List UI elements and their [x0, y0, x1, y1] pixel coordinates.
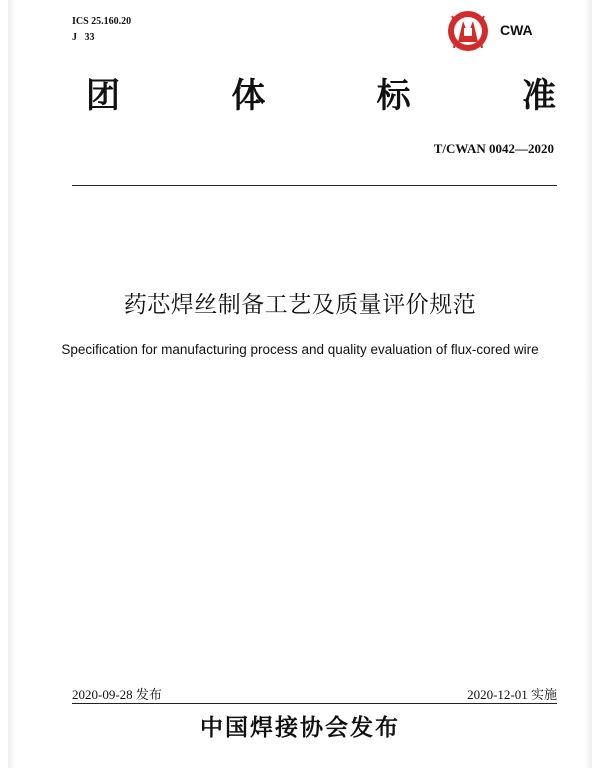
standard-type-char: 准: [521, 76, 556, 116]
standard-type-char: 团: [86, 76, 120, 116]
standard-type-char: 体: [231, 76, 266, 116]
english-title: Specification for manufacturing process and quality evaluation of flux-cored wire: [61, 342, 539, 357]
standard-number: T/CWAN 0042—2020: [433, 141, 554, 156]
publisher-name: 中国焊接协会发布: [200, 715, 400, 741]
implement-date: 2020-12-01 实施: [467, 687, 557, 702]
cwa-logo-icon: [442, 8, 494, 54]
cwa-logo-text: CWA: [500, 22, 533, 38]
footer-divider: [72, 703, 557, 704]
ics-code: ICS 25.160.20: [72, 16, 132, 27]
header-divider: [72, 185, 557, 186]
ccs-code: J 33: [72, 32, 95, 43]
classification-codes: [72, 14, 131, 46]
page-edge-right: [584, 0, 592, 768]
publish-date: 2020-09-28 发布: [72, 687, 162, 702]
standard-type-char: 标: [376, 76, 411, 116]
chinese-title: 药芯焊丝制备工艺及质量评价规范: [123, 292, 477, 318]
page-edge-left: [8, 0, 16, 768]
standard-type-heading: [86, 76, 556, 116]
